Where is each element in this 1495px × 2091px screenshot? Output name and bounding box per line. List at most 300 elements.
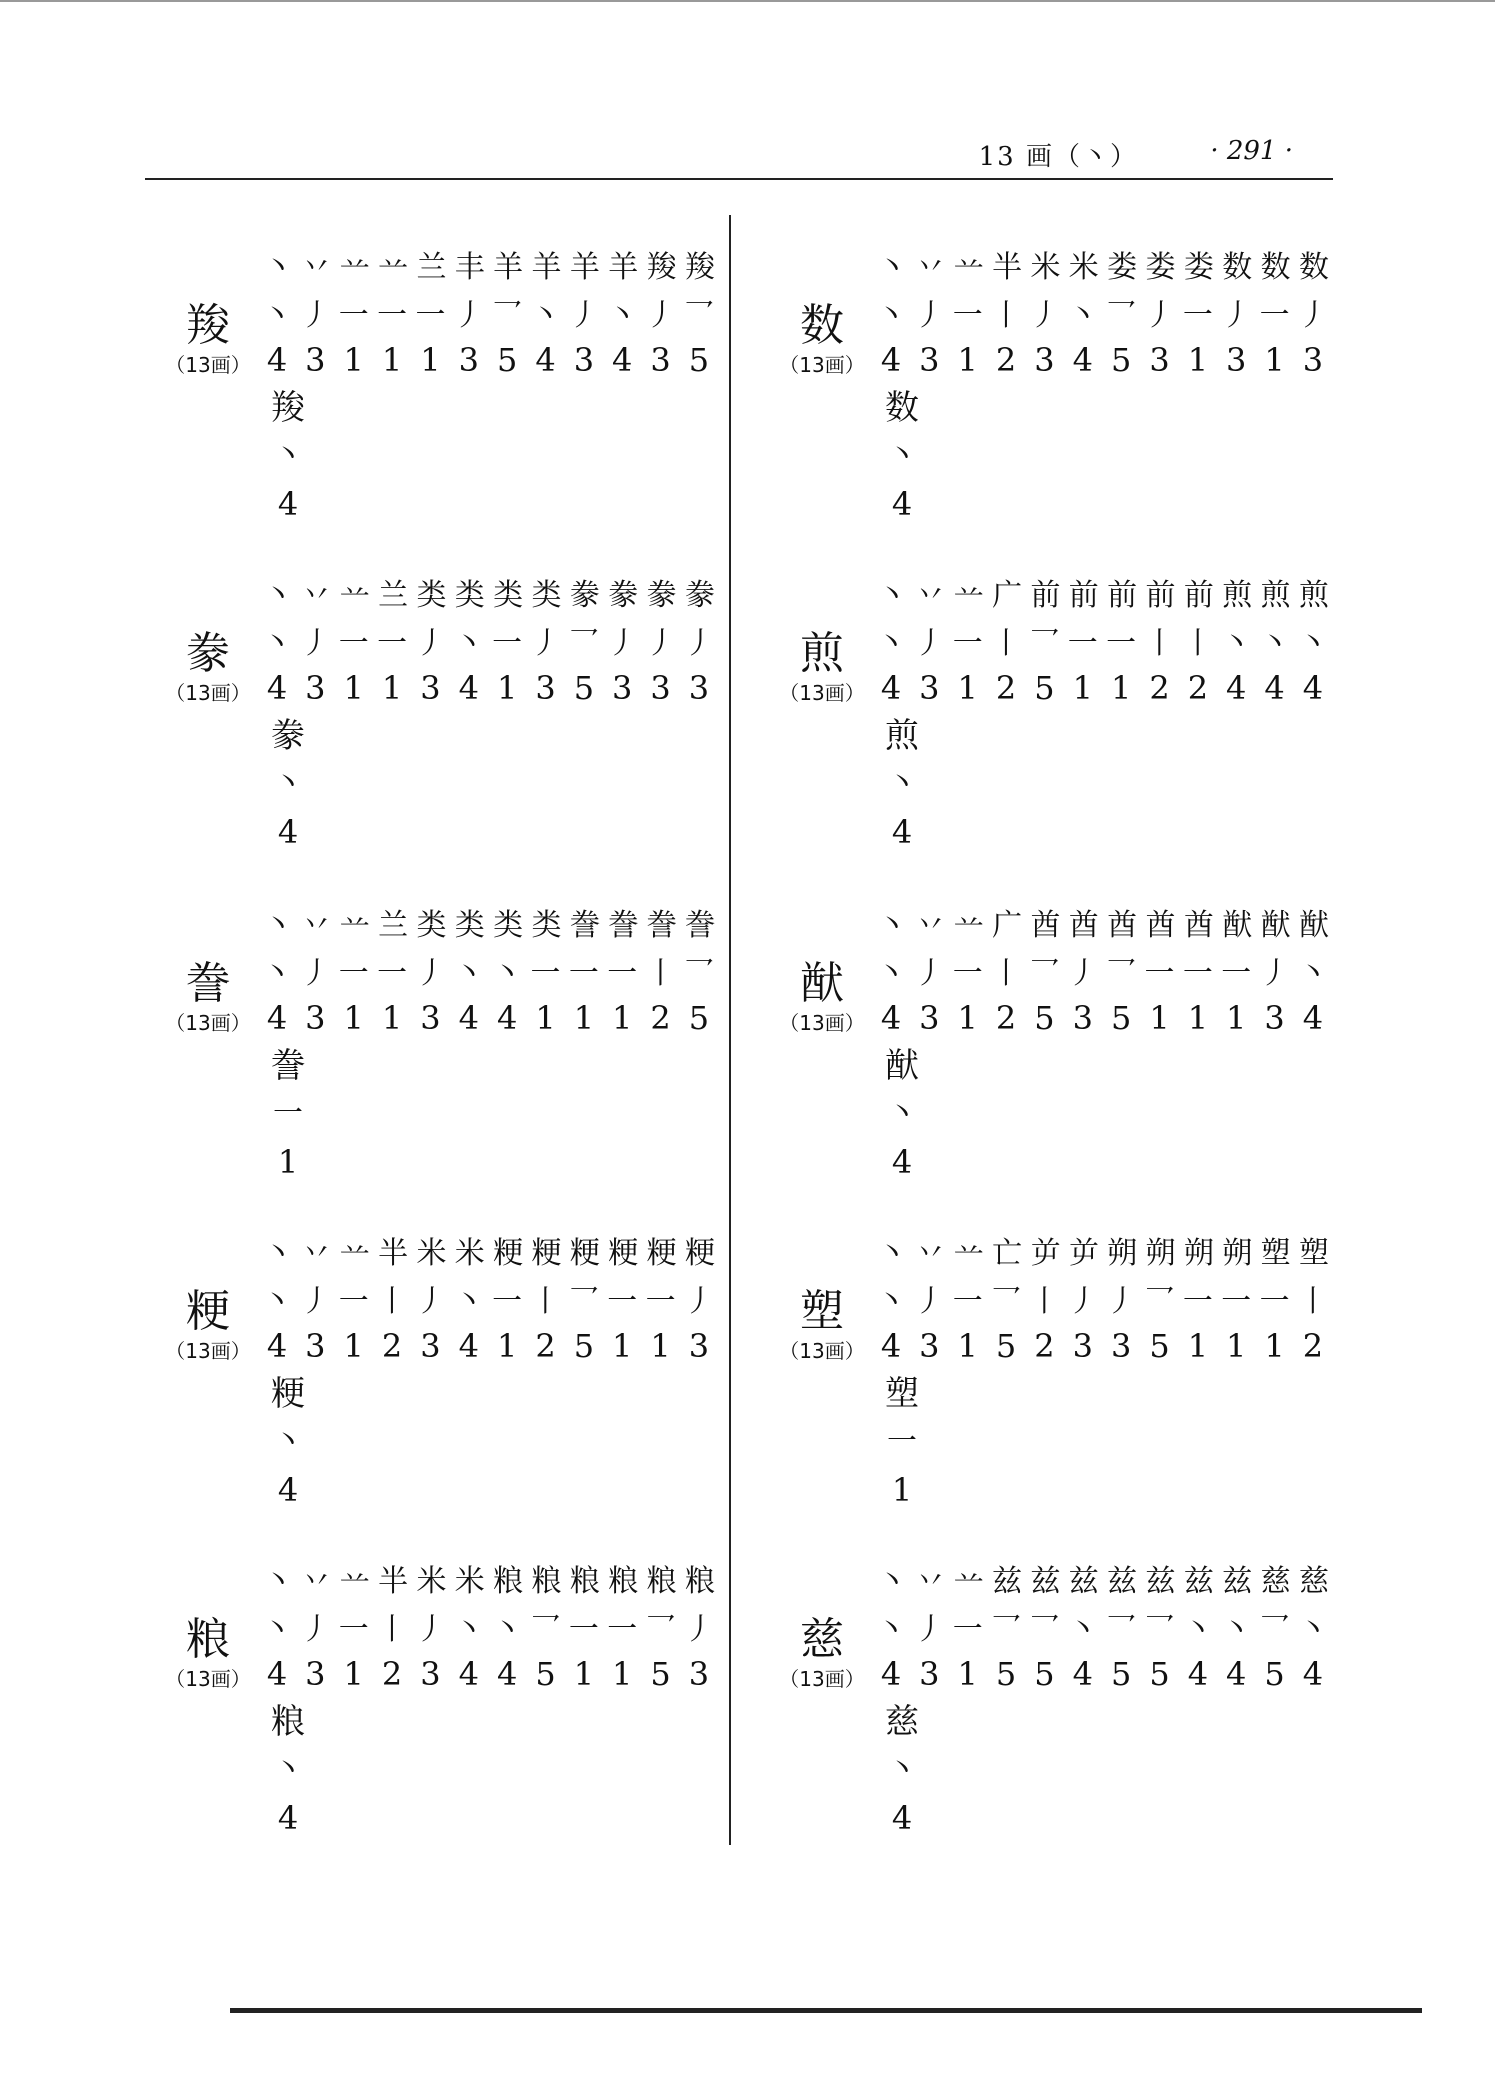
partial-character: 类 xyxy=(416,908,445,943)
entry-header xyxy=(148,1286,268,1364)
stroke-glyph: 乛 xyxy=(568,626,599,661)
partial-character: 前 xyxy=(1183,578,1212,613)
stroke-glyph: 一 xyxy=(377,626,408,661)
partial-character: 类 xyxy=(493,578,522,613)
stroke-glyph: 乛 xyxy=(683,956,714,991)
stroke-glyph: 丶 xyxy=(492,1612,523,1647)
partial-character: 䒑 xyxy=(339,578,368,613)
stroke-glyph: 丿 xyxy=(683,626,714,661)
partial-character: 酋 xyxy=(1107,908,1136,943)
partial-character: 兰 xyxy=(378,908,407,943)
stroke-glyph: 丶 xyxy=(453,956,484,991)
stroke-number: 5 xyxy=(1110,1655,1132,1693)
partial-character: 类 xyxy=(454,578,483,613)
final-character: 羧 xyxy=(271,388,305,428)
stroke-glyph: 乛 xyxy=(1029,956,1060,991)
partial-character: 豢 xyxy=(646,578,675,613)
partial-character: 半 xyxy=(378,1236,407,1271)
stroke-glyph: 丶 xyxy=(453,1284,484,1319)
stroke-number: 3 xyxy=(420,1327,441,1365)
stroke-number: 5 xyxy=(1110,999,1132,1037)
stroke-number: 1 xyxy=(1187,341,1209,379)
final-stroke-glyph: 丶 xyxy=(887,1752,917,1787)
stroke-glyph: 乛 xyxy=(530,1612,561,1647)
stroke-glyph: 丿 xyxy=(300,1612,331,1647)
stroke-glyph: 丶 xyxy=(1221,626,1252,661)
partial-character: 丶 xyxy=(263,250,291,285)
partial-character-row xyxy=(258,240,718,288)
partial-character: 羊 xyxy=(493,250,522,285)
stroke-glyph: 一 xyxy=(607,1284,638,1319)
stroke-glyph: 丶 xyxy=(876,626,906,661)
stroke-number: 4 xyxy=(880,669,902,707)
stroke-sequence xyxy=(872,898,1332,1042)
stroke-order-entry xyxy=(762,240,1328,570)
stroke-number: 3 xyxy=(305,999,326,1037)
final-stroke-number: 4 xyxy=(277,1799,299,1837)
stroke-number: 4 xyxy=(266,1327,288,1365)
partial-character: 䒑 xyxy=(953,250,982,285)
stroke-glyph: 乛 xyxy=(1144,1612,1175,1647)
stroke-glyph: 一 xyxy=(952,626,983,661)
partial-character: 誊 xyxy=(684,908,713,943)
final-character: 猷 xyxy=(885,1046,919,1086)
stroke-sequence xyxy=(872,240,1332,384)
stroke-glyph: 乛 xyxy=(991,1284,1022,1319)
partial-character: 类 xyxy=(531,908,560,943)
entry-character: 煎 xyxy=(800,628,844,679)
partial-character: 米 xyxy=(416,1236,445,1271)
partial-character-row xyxy=(872,240,1332,288)
partial-character: 猷 xyxy=(1222,908,1251,943)
stroke-glyph: 丨 xyxy=(645,956,676,991)
stroke-glyph: 丶 xyxy=(1259,626,1290,661)
stroke-sequence xyxy=(258,1226,718,1370)
stroke-number: 2 xyxy=(995,341,1017,379)
partial-character: 丷 xyxy=(301,908,330,943)
stroke-glyph: 一 xyxy=(530,956,561,991)
partial-character: 丷 xyxy=(301,250,330,285)
partial-character: 类 xyxy=(531,578,560,613)
stroke-glyph: 一 xyxy=(338,1284,369,1319)
stroke-number: 3 xyxy=(420,669,441,707)
stroke-glyph: 一 xyxy=(415,298,446,333)
stroke-number: 5 xyxy=(1034,999,1055,1037)
stroke-order-entry xyxy=(148,240,714,570)
stroke-number: 1 xyxy=(612,1327,633,1365)
stroke-order-entry xyxy=(762,898,1328,1228)
stroke-glyph: 丿 xyxy=(914,1612,945,1647)
stroke-glyph-row xyxy=(258,616,718,664)
partial-character: 丶 xyxy=(877,250,905,285)
stroke-glyph: 丶 xyxy=(453,626,484,661)
stroke-number: 5 xyxy=(573,669,595,707)
final-character: 粮 xyxy=(271,1702,305,1742)
stroke-glyph: 丿 xyxy=(415,1612,446,1647)
entry-character: 誊 xyxy=(186,958,230,1009)
stroke-number: 3 xyxy=(1072,999,1093,1037)
partial-character: 数 xyxy=(1222,250,1251,285)
partial-character: 塑 xyxy=(1298,1236,1327,1271)
entry-header xyxy=(762,300,882,378)
partial-character: 丶 xyxy=(263,1236,291,1271)
stroke-number: 3 xyxy=(573,341,595,379)
final-character: 煎 xyxy=(885,716,919,756)
stroke-glyph: 一 xyxy=(1182,1284,1213,1319)
stroke-order-entry xyxy=(148,568,714,898)
partial-character: 粳 xyxy=(646,1236,675,1271)
partial-character: 丷 xyxy=(301,1236,330,1271)
stroke-number: 1 xyxy=(1226,999,1247,1037)
stroke-glyph: 一 xyxy=(1144,956,1175,991)
stroke-glyph: 丶 xyxy=(876,1612,906,1647)
partial-character: 丷 xyxy=(915,578,944,613)
partial-character: 䒑 xyxy=(339,250,368,285)
stroke-order-entry xyxy=(762,568,1328,898)
stroke-number: 5 xyxy=(1264,1655,1285,1693)
partial-character: 兰 xyxy=(416,250,445,285)
stroke-glyph-row xyxy=(872,288,1332,336)
stroke-number: 2 xyxy=(1187,669,1209,707)
entry-character: 塑 xyxy=(800,1286,844,1337)
partial-character-row xyxy=(872,898,1332,946)
final-stroke-glyph: 一 xyxy=(887,1424,917,1459)
stroke-number-row xyxy=(872,994,1332,1042)
partial-character: 娄 xyxy=(1183,250,1212,285)
stroke-glyph: 丿 xyxy=(1144,298,1175,333)
stroke-glyph: 一 xyxy=(568,956,599,991)
stroke-glyph: 丿 xyxy=(1259,956,1290,991)
column-divider xyxy=(729,215,731,1845)
partial-character: 类 xyxy=(493,908,522,943)
stroke-order-entry xyxy=(148,898,714,1228)
stroke-glyph: 丿 xyxy=(645,298,676,333)
stroke-order-entry xyxy=(148,1226,714,1556)
partial-character: 兹 xyxy=(992,1564,1021,1599)
entry-header xyxy=(762,1614,882,1692)
stroke-glyph: 一 xyxy=(1221,1284,1252,1319)
partial-character: 兹 xyxy=(1030,1564,1059,1599)
stroke-glyph-row xyxy=(258,946,718,994)
stroke-number: 4 xyxy=(458,669,479,707)
partial-character-row xyxy=(258,1554,718,1602)
stroke-number: 4 xyxy=(1226,1655,1247,1693)
stroke-sequence xyxy=(872,568,1332,712)
stroke-count-tag: （13画） xyxy=(165,681,251,705)
stroke-glyph: 丿 xyxy=(1067,1284,1098,1319)
stroke-glyph: 丿 xyxy=(914,956,945,991)
final-character: 誊 xyxy=(271,1046,305,1086)
partial-character: 粮 xyxy=(493,1564,522,1599)
stroke-glyph: 乛 xyxy=(568,1284,599,1319)
stroke-glyph: 丿 xyxy=(300,626,331,661)
final-character: 粳 xyxy=(271,1374,305,1414)
stroke-glyph: 丶 xyxy=(262,956,292,991)
stroke-glyph: 丶 xyxy=(1297,626,1328,661)
stroke-number: 1 xyxy=(1226,1327,1247,1365)
stroke-number-row xyxy=(872,1650,1332,1698)
stroke-glyph: 乛 xyxy=(683,298,714,333)
stroke-number: 4 xyxy=(535,341,556,379)
partial-character: 丶 xyxy=(263,1564,291,1599)
partial-character: 粮 xyxy=(646,1564,675,1599)
stroke-number: 1 xyxy=(343,669,364,707)
stroke-number: 4 xyxy=(496,999,518,1037)
stroke-number: 4 xyxy=(880,1655,902,1693)
stroke-glyph-row xyxy=(872,1274,1332,1322)
partial-character: 兹 xyxy=(1222,1564,1251,1599)
stroke-number: 3 xyxy=(688,669,710,707)
stroke-number: 5 xyxy=(1034,669,1055,707)
stroke-glyph: 丨 xyxy=(991,956,1022,991)
stroke-glyph: 丿 xyxy=(415,1284,446,1319)
stroke-number: 1 xyxy=(1187,999,1209,1037)
stroke-count-tag: （13画） xyxy=(165,353,251,377)
partial-character: 丷 xyxy=(301,578,330,613)
stroke-glyph: 一 xyxy=(952,1612,983,1647)
stroke-glyph: 一 xyxy=(1182,956,1213,991)
stroke-number: 3 xyxy=(1034,341,1055,379)
stroke-number: 1 xyxy=(343,999,364,1037)
stroke-glyph: 乛 xyxy=(1144,1284,1175,1319)
stroke-number: 2 xyxy=(650,999,671,1037)
stroke-glyph: 一 xyxy=(492,1284,523,1319)
stroke-number-row xyxy=(258,664,718,712)
stroke-glyph: 丨 xyxy=(530,1284,561,1319)
stroke-number: 3 xyxy=(1302,341,1324,379)
entry-header xyxy=(148,628,268,706)
final-stroke-glyph: 一 xyxy=(273,1096,303,1131)
entry-header xyxy=(762,628,882,706)
partial-character: 煎 xyxy=(1298,578,1327,613)
stroke-count-tag: （13画） xyxy=(779,1339,865,1363)
stroke-glyph: 丿 xyxy=(1221,298,1252,333)
stroke-sequence xyxy=(258,898,718,1042)
partial-character: 䒑 xyxy=(953,908,982,943)
partial-character: 丶 xyxy=(263,578,291,613)
partial-character: 娄 xyxy=(1145,250,1174,285)
stroke-sequence xyxy=(872,1554,1332,1698)
partial-character: 前 xyxy=(1107,578,1136,613)
stroke-number: 4 xyxy=(496,1655,518,1693)
stroke-number-row xyxy=(258,336,718,384)
stroke-glyph: 一 xyxy=(338,1612,369,1647)
stroke-number: 4 xyxy=(266,1655,288,1693)
stroke-glyph: 丶 xyxy=(876,298,906,333)
partial-character: 丶 xyxy=(877,908,905,943)
stroke-glyph-row xyxy=(872,946,1332,994)
stroke-number: 1 xyxy=(496,1327,518,1365)
partial-character: 慈 xyxy=(1298,1564,1327,1599)
page-top-edge xyxy=(0,0,1495,2)
stroke-number: 4 xyxy=(880,1327,902,1365)
stroke-number: 3 xyxy=(420,999,441,1037)
stroke-glyph-row xyxy=(872,616,1332,664)
partial-character: 朔 xyxy=(1183,1236,1212,1271)
stroke-number: 4 xyxy=(458,1655,479,1693)
stroke-glyph: 乛 xyxy=(1259,1612,1290,1647)
stroke-count-tag: （13画） xyxy=(779,681,865,705)
entry-character: 猷 xyxy=(800,958,844,1009)
stroke-number: 5 xyxy=(995,1327,1017,1365)
partial-character: 䒑 xyxy=(953,1564,982,1599)
stroke-sequence xyxy=(872,1226,1332,1370)
stroke-number: 5 xyxy=(535,1655,556,1693)
partial-character: 豢 xyxy=(608,578,637,613)
partial-character: 丷 xyxy=(915,250,944,285)
partial-character: 前 xyxy=(1145,578,1174,613)
stroke-number: 3 xyxy=(1264,999,1285,1037)
stroke-number: 4 xyxy=(458,999,479,1037)
partial-character: 兹 xyxy=(1183,1564,1212,1599)
stroke-number: 2 xyxy=(995,669,1017,707)
partial-character: 猷 xyxy=(1298,908,1327,943)
stroke-glyph: 丶 xyxy=(262,1284,292,1319)
final-stroke-glyph: 丶 xyxy=(887,438,917,473)
stroke-number: 1 xyxy=(573,999,595,1037)
stroke-glyph: 丶 xyxy=(1067,1612,1098,1647)
stroke-glyph: 丨 xyxy=(991,626,1022,661)
stroke-number: 3 xyxy=(919,1655,940,1693)
stroke-number: 1 xyxy=(957,1327,978,1365)
partial-character: 丰 xyxy=(454,250,483,285)
stroke-number: 4 xyxy=(1302,669,1324,707)
stroke-number: 4 xyxy=(1072,341,1093,379)
partial-character: 前 xyxy=(1068,578,1097,613)
final-step xyxy=(872,1042,932,1186)
stroke-number: 1 xyxy=(612,1655,633,1693)
partial-character: 朔 xyxy=(1107,1236,1136,1271)
partial-character: 羧 xyxy=(684,250,713,285)
stroke-number: 1 xyxy=(343,341,364,379)
entry-character: 羧 xyxy=(186,300,230,351)
entry-header xyxy=(762,1286,882,1364)
partial-character: 豢 xyxy=(684,578,713,613)
partial-character: 丶 xyxy=(877,1236,905,1271)
stroke-number: 3 xyxy=(650,341,671,379)
stroke-number: 1 xyxy=(1264,341,1285,379)
stroke-number: 3 xyxy=(305,669,326,707)
stroke-order-entry xyxy=(148,1554,714,1884)
stroke-number: 5 xyxy=(688,999,710,1037)
bottom-rule xyxy=(230,2008,1422,2013)
final-stroke-glyph: 丶 xyxy=(887,1096,917,1131)
stroke-number: 5 xyxy=(573,1327,595,1365)
stroke-glyph: 一 xyxy=(952,956,983,991)
stroke-number: 3 xyxy=(535,669,556,707)
stroke-order-entry xyxy=(762,1554,1328,1884)
partial-character: 塑 xyxy=(1260,1236,1289,1271)
final-stroke-glyph: 丶 xyxy=(273,1752,303,1787)
stroke-number: 1 xyxy=(612,999,633,1037)
partial-character: 半 xyxy=(992,250,1021,285)
entry-character: 粮 xyxy=(186,1614,230,1665)
stroke-sequence xyxy=(258,568,718,712)
partial-character: 半 xyxy=(378,1564,407,1599)
stroke-number: 4 xyxy=(266,999,288,1037)
stroke-glyph: 一 xyxy=(645,1284,676,1319)
stroke-number: 3 xyxy=(919,999,940,1037)
stroke-glyph: 一 xyxy=(1259,1284,1290,1319)
stroke-number: 3 xyxy=(1110,1327,1132,1365)
partial-character: 羧 xyxy=(646,250,675,285)
entry-header xyxy=(148,958,268,1036)
stroke-number: 3 xyxy=(688,1655,710,1693)
partial-character-row xyxy=(258,898,718,946)
stroke-number: 3 xyxy=(919,669,940,707)
stroke-glyph: 丿 xyxy=(530,626,561,661)
stroke-glyph: 一 xyxy=(338,298,369,333)
stroke-number: 1 xyxy=(957,341,978,379)
stroke-number: 4 xyxy=(266,341,288,379)
entry-character: 慈 xyxy=(800,1614,844,1665)
stroke-glyph: 丨 xyxy=(377,1284,408,1319)
stroke-glyph: 丿 xyxy=(1067,956,1098,991)
stroke-glyph: 一 xyxy=(338,626,369,661)
final-step xyxy=(258,1698,318,1842)
final-stroke-glyph: 丶 xyxy=(887,766,917,801)
partial-character: 丷 xyxy=(301,1564,330,1599)
stroke-glyph: 丿 xyxy=(645,626,676,661)
stroke-number: 1 xyxy=(381,669,403,707)
stroke-glyph: 乛 xyxy=(991,1612,1022,1647)
stroke-glyph: 丿 xyxy=(300,956,331,991)
stroke-number: 1 xyxy=(1264,1327,1285,1365)
partial-character: 䒑 xyxy=(378,250,407,285)
page-header xyxy=(145,130,1333,180)
header-section-label: 13 画（丶） xyxy=(978,142,1138,172)
final-stroke-number: 4 xyxy=(277,485,299,523)
partial-character: 粮 xyxy=(684,1564,713,1599)
final-character: 豢 xyxy=(271,716,305,756)
partial-character-row xyxy=(872,1226,1332,1274)
stroke-number: 1 xyxy=(650,1327,671,1365)
partial-character-row xyxy=(872,568,1332,616)
final-step xyxy=(872,1698,932,1842)
stroke-number: 5 xyxy=(995,1655,1017,1693)
stroke-glyph: 丿 xyxy=(1297,298,1328,333)
partial-character: 䒑 xyxy=(953,1236,982,1271)
partial-character: 粳 xyxy=(569,1236,598,1271)
stroke-number: 2 xyxy=(535,1327,556,1365)
stroke-number: 4 xyxy=(880,341,902,379)
stroke-number: 4 xyxy=(1226,669,1247,707)
partial-character-row xyxy=(258,568,718,616)
stroke-number: 4 xyxy=(1072,1655,1093,1693)
final-stroke-glyph: 丶 xyxy=(273,1424,303,1459)
stroke-number: 2 xyxy=(1302,1327,1324,1365)
stroke-glyph: 丶 xyxy=(1221,1612,1252,1647)
stroke-number: 1 xyxy=(1072,669,1093,707)
final-stroke-glyph: 丶 xyxy=(273,438,303,473)
stroke-count-tag: （13画） xyxy=(165,1339,251,1363)
partial-character: 酋 xyxy=(1183,908,1212,943)
stroke-number-row xyxy=(258,1322,718,1370)
stroke-sequence xyxy=(258,240,718,384)
stroke-order-entry xyxy=(762,1226,1328,1556)
partial-character: 丷 xyxy=(915,1564,944,1599)
stroke-number: 4 xyxy=(1187,1655,1209,1693)
stroke-number: 4 xyxy=(612,341,633,379)
stroke-number: 4 xyxy=(266,669,288,707)
partial-character: 前 xyxy=(1030,578,1059,613)
partial-character: 猷 xyxy=(1260,908,1289,943)
partial-character: 粳 xyxy=(608,1236,637,1271)
partial-character: 米 xyxy=(454,1564,483,1599)
partial-character: 米 xyxy=(454,1236,483,1271)
partial-character: 丷 xyxy=(915,908,944,943)
stroke-number: 2 xyxy=(1034,1327,1055,1365)
